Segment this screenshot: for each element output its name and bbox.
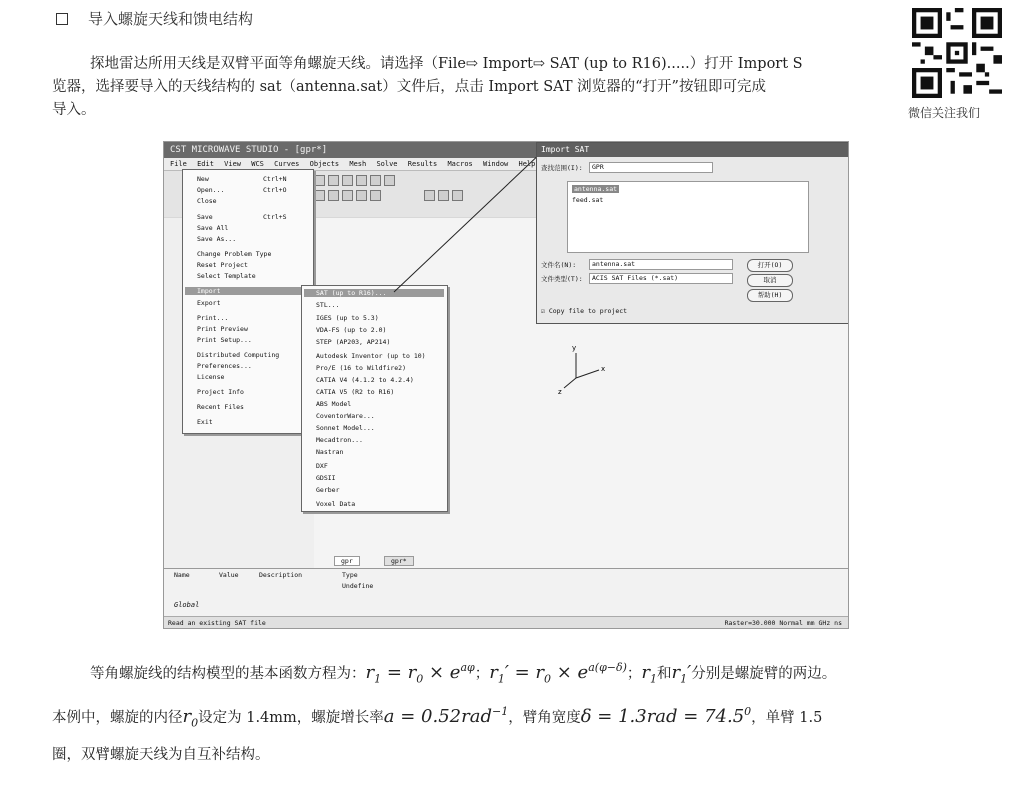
- intro-paragraph: [52, 53, 912, 122]
- eq-and-text: 和: [657, 666, 672, 682]
- param-header-type: Type: [342, 571, 358, 579]
- import-iges-item[interactable]: IGES (up to 5.3): [316, 314, 379, 322]
- symbol-r0: $r_0$: [182, 705, 199, 730]
- equation-paragraph: [52, 652, 972, 771]
- import-dxf-item[interactable]: DXF: [316, 462, 328, 470]
- import-mecadtron-item[interactable]: Mecadtron...: [316, 436, 363, 444]
- eq-outro-text: 分别是螺旋臂的两边。: [691, 666, 837, 682]
- lookin-label: 查找范围(I):: [541, 164, 583, 172]
- symbol-r1-prime: $r_1'$: [671, 662, 692, 686]
- file-list-item[interactable]: feed.sat: [572, 196, 604, 204]
- line2-prefix: 本例中，螺旋的内径: [52, 709, 183, 726]
- file-menu-exit[interactable]: Exit: [197, 418, 213, 426]
- tab-gpr-modified[interactable]: gpr*: [384, 556, 414, 566]
- status-bar: [164, 616, 848, 629]
- filename-field[interactable]: antenna.sat: [589, 259, 733, 270]
- file-menu-save-as[interactable]: Save As...: [197, 235, 237, 243]
- file-menu-import[interactable]: Import: [185, 287, 311, 295]
- copy-to-project-label: Copy file to project: [548, 307, 628, 315]
- file-menu-new-shortcut: Ctrl+N: [263, 175, 287, 183]
- equation-growth-rate: a = 0.52rad$^{-1}$: [383, 704, 509, 727]
- import-gdsii-item[interactable]: GDSII: [316, 474, 336, 482]
- global-tab[interactable]: Global: [174, 601, 200, 609]
- eq-separator-1: ；: [474, 666, 490, 682]
- line2-mid1: 设定为 1.4mm，螺旋增长率: [198, 709, 384, 726]
- file-menu-change-problem-type[interactable]: Change Problem Type: [197, 250, 272, 258]
- tab-gpr[interactable]: gpr: [334, 556, 360, 566]
- import-nastran-item[interactable]: Nastran: [316, 448, 344, 456]
- import-sonnet-item[interactable]: Sonnet Model...: [316, 424, 375, 432]
- help-button[interactable]: 帮助(H): [747, 289, 793, 302]
- status-right-text: Raster=30.000 Normal mm GHz ns: [724, 619, 842, 627]
- file-menu-open-shortcut: Ctrl+O: [263, 186, 287, 194]
- file-menu-project-info[interactable]: Project Info: [197, 388, 244, 396]
- import-step-item[interactable]: STEP (AP203, AP214): [316, 338, 391, 346]
- file-menu-license[interactable]: License: [197, 373, 225, 381]
- equation-line-1: [52, 652, 972, 696]
- file-menu-new[interactable]: New: [197, 175, 209, 183]
- file-menu-save-shortcut: Ctrl+S: [263, 213, 287, 221]
- import-gerber-item[interactable]: Gerber: [316, 486, 340, 494]
- cancel-button[interactable]: 取消: [747, 274, 793, 287]
- svg-text:z: z: [558, 388, 562, 396]
- line2-mid2: ，臂角宽度: [508, 709, 581, 726]
- cst-screenshot-figure: [163, 141, 849, 629]
- intro-line-3: 导入。: [52, 102, 96, 118]
- equation-arm-width: $\delta = 1.3rad = 74.5^0$: [580, 704, 752, 727]
- import-catia-v5-item[interactable]: CATIA V5 (R2 to R16): [316, 388, 395, 396]
- file-menu-save-all[interactable]: Save All: [197, 224, 229, 232]
- symbol-r1: $r_1$: [641, 662, 658, 686]
- param-header-value: Value: [219, 571, 239, 579]
- checkbox-square-icon: [56, 13, 68, 25]
- window-title: CST MICROWAVE STUDIO - [gpr*]: [164, 142, 848, 158]
- file-menu-save[interactable]: Save: [197, 213, 213, 221]
- file-list[interactable]: [567, 181, 809, 253]
- eq-separator-2: ；: [626, 666, 642, 682]
- file-menu-print-setup[interactable]: Print Setup...: [197, 336, 252, 344]
- import-stl-item[interactable]: STL...: [316, 301, 340, 309]
- file-list-item[interactable]: antenna.sat: [574, 185, 618, 193]
- open-button[interactable]: 打开(O): [747, 259, 793, 272]
- eq-intro-text: 等角螺旋线的结构模型的基本函数方程为：: [90, 666, 366, 682]
- menu-edit[interactable]: Edit: [197, 160, 214, 168]
- import-inventor-item[interactable]: Autodesk Inventor (up to 10): [316, 352, 426, 360]
- import-sat-dialog: [536, 142, 849, 324]
- menu-window[interactable]: Window: [482, 160, 509, 168]
- equation-r1-prime: $r_1' = r_0 \times e^{a(\varphi-\delta)}$: [489, 661, 627, 686]
- file-menu-recent-files[interactable]: Recent Files: [197, 403, 244, 411]
- line2-suffix: ，单臂 1.5: [751, 709, 823, 726]
- menu-wcs[interactable]: WCS: [251, 160, 264, 168]
- section-heading-text: 导入螺旋天线和馈电结构: [88, 10, 254, 28]
- qr-code-icon: [912, 8, 1002, 98]
- intro-line-2: 览器，选择要导入的天线结构的 sat（antenna.sat）文件后，点击 Import SAT 浏览器的“打开”按钮即可完成: [52, 79, 766, 95]
- equation-r1: $r_1 = r_0 \times e^{a\varphi}$: [365, 661, 475, 686]
- import-coventorware-item[interactable]: CoventorWare...: [316, 412, 375, 420]
- menu-results[interactable]: Results: [407, 160, 438, 168]
- filetype-label: 文件类型(T):: [541, 275, 583, 283]
- copy-to-project-checkbox[interactable]: ☑ Copy file to project: [541, 307, 628, 315]
- menu-macros[interactable]: Macros: [447, 160, 473, 168]
- lookin-select[interactable]: GPR: [589, 162, 713, 173]
- file-menu-reset-project[interactable]: Reset Project: [197, 261, 248, 269]
- file-menu-close[interactable]: Close: [197, 197, 217, 205]
- svg-text:y: y: [572, 344, 577, 352]
- parameter-panel: [164, 568, 848, 617]
- equation-line-2: [52, 696, 972, 740]
- menu-mesh[interactable]: Mesh: [349, 160, 367, 168]
- import-abs-item[interactable]: ABS Model: [316, 400, 352, 408]
- filetype-select[interactable]: ACIS SAT Files (*.sat): [589, 273, 733, 284]
- import-catia-v4-item[interactable]: CATIA V4 (4.1.2 to 4.2.4): [316, 376, 414, 384]
- file-menu-select-template[interactable]: Select Template: [197, 272, 256, 280]
- menu-help[interactable]: Help: [518, 160, 536, 168]
- menu-solve[interactable]: Solve: [376, 160, 398, 168]
- section-heading: [56, 8, 253, 29]
- file-menu-export[interactable]: Export: [197, 299, 221, 307]
- import-proe-item[interactable]: Pro/E (16 to Wildfire2): [316, 364, 407, 372]
- file-menu-open[interactable]: Open...: [197, 186, 225, 194]
- import-voxel-item[interactable]: Voxel Data: [316, 500, 356, 508]
- status-left-text: Read an existing SAT file: [168, 619, 266, 627]
- param-type-cell: Undefine: [342, 582, 374, 590]
- qr-caption: 微信关注我们: [908, 106, 981, 120]
- menu-curves[interactable]: Curves: [274, 160, 300, 168]
- param-header-description: Description: [259, 571, 303, 579]
- svg-text:x: x: [601, 365, 606, 373]
- file-menu-print-preview[interactable]: Print Preview: [197, 325, 248, 333]
- filename-label: 文件名(N):: [541, 261, 577, 269]
- import-vdafs-item[interactable]: VDA-FS (up to 2.0): [316, 326, 387, 334]
- intro-line-1: 探地雷达所用天线是双臂平面等角螺旋天线。请选择（File⇨ Import⇨ SAT (up to R16).....）打开 Import S: [90, 56, 803, 72]
- file-menu-print[interactable]: Print...: [197, 314, 229, 322]
- import-sat-item[interactable]: SAT (up to R16)...: [304, 289, 444, 297]
- menu-view[interactable]: View: [224, 160, 242, 168]
- menu-objects[interactable]: Objects: [309, 160, 340, 168]
- import-sat-dialog-title: Import SAT: [537, 143, 849, 157]
- file-menu-distributed-computing[interactable]: Distributed Computing: [197, 351, 280, 359]
- param-header-name: Name: [174, 571, 190, 579]
- file-menu-preferences[interactable]: Preferences...: [197, 362, 252, 370]
- equation-line-3: 圈，双臂螺旋天线为自互补结构。: [52, 747, 270, 764]
- menu-file[interactable]: File: [170, 160, 187, 168]
